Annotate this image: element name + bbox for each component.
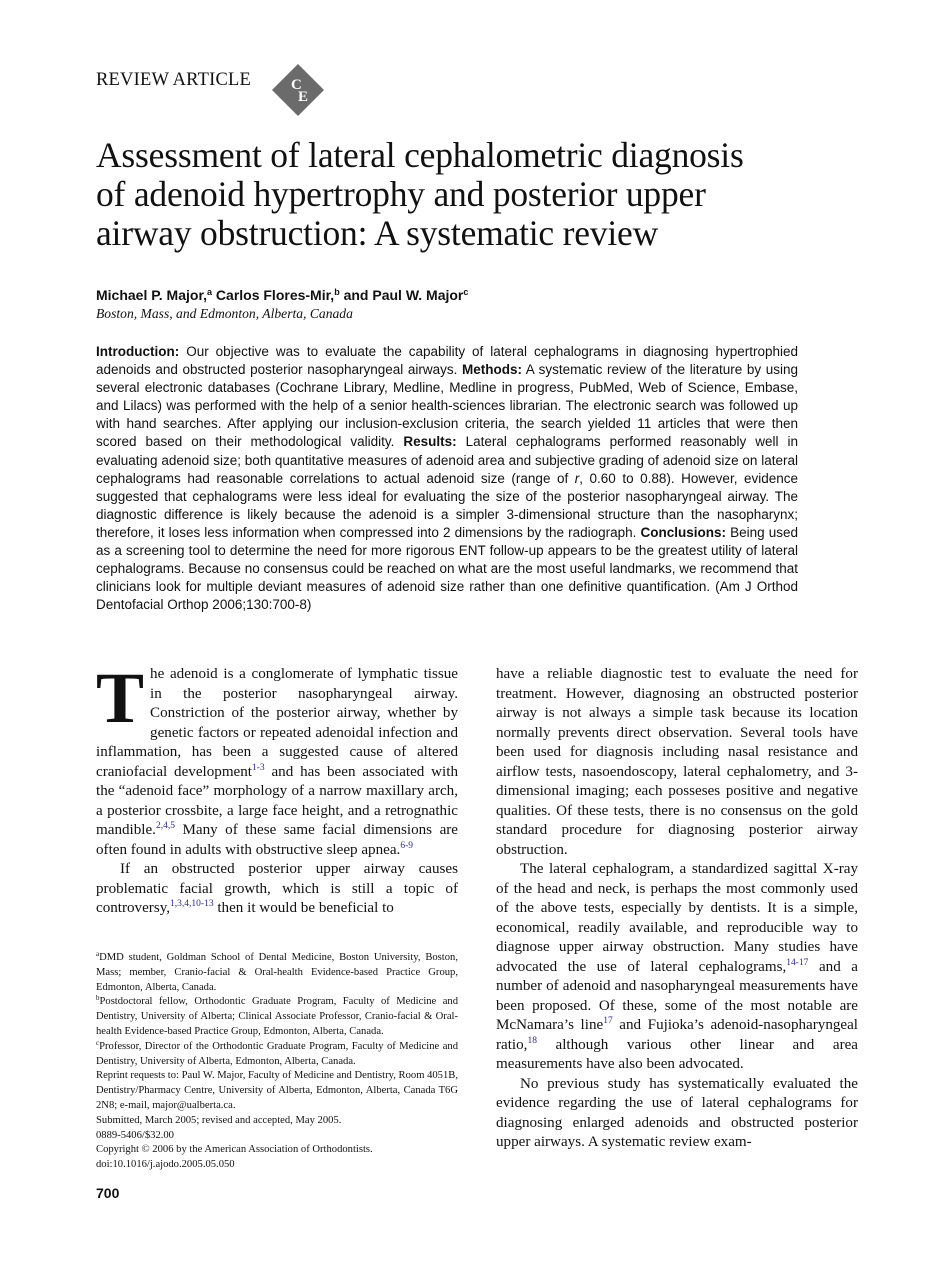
footnote-reprint-requests: Reprint requests to: Paul W. Major, Faculty of Medicine and Dentistry, Room 4051B, Dentistry/Pharmacy Centre, University of Alberta, Edmonton, Alberta, Canada T6G 2N8; e-mail, major@ualberta.ca. (96, 1070, 458, 1111)
body-paragraph: No previous study has systematically evaluated the evidence regarding the use of lateral cephalograms for diagnosing enlarged adenoids and obstructed posterior upper airways. A systematic review exam- (496, 1075, 858, 1150)
abstract-results-label: Results: (403, 434, 457, 450)
author-name: Carlos Flores-Mir, (215, 287, 335, 303)
citation-link[interactable]: 18 (527, 1035, 537, 1046)
abstract-results-r: r (574, 470, 580, 486)
abstract-conclusions: Being used as a screening tool to determine the need for more rigorous ENT follow-up appears to be the greatest utility of lateral cephalograms. Because no consensus could be reached on what are the most useful landmarks, we recommend that clinicians look for multiple deviant measures of adenoid size rather than one definitive quantification. (Am J Orthod Dentofacial Orthop 2006;130:700-8) (96, 524, 798, 613)
body-column-left (96, 658, 458, 919)
badge-letter-c: C (291, 77, 302, 93)
abstract (96, 343, 798, 614)
title-line-3: airway obstruction: A systematic review (96, 213, 659, 253)
abstract-results-continued: , 0.60 to 0.88). However, evidence suggested that cephalograms were less ideal for evaluating the size of the posterior nasopharyngeal airway. The diagnostic difference is likely because the adenoid is a simpler 3-dimensional structure than the nasopharynx; therefore, it loses less information when compressed into 2 dimensions by the radiograph. (96, 470, 799, 540)
drop-cap: T (96, 658, 145, 738)
citation-link[interactable]: 14-17 (786, 957, 809, 968)
footnote-doi[interactable]: doi:10.1016/j.ajodo.2005.05.050 (96, 1159, 235, 1171)
abstract-introduction-label: Introduction: (96, 344, 180, 359)
abstract-conclusions-label: Conclusions: (640, 524, 727, 540)
authors-joiner: and (343, 287, 369, 303)
author-affiliation-mark: c (463, 287, 469, 297)
paragraph-text: and a number of adenoid and nasopharyngeal measurements have been proposed. Of these, some of the most notable are McNamara’s line (496, 958, 858, 1033)
footnote-affiliation-b: $^b$Postdoctoral fellow, Orthodontic Graduate Program, Faculty of Medicine and Dentistry, University of Alberta; Clinical Associate Professor, Cranio-facial & Oral-health Evidence-based Practice Group, Edmonton, Alberta, Canada. (96, 994, 458, 1037)
citation-link[interactable]: 2,4,5 (155, 821, 175, 831)
paragraph-text: If an obstructed posterior upper airway causes problematic facial growth, which is still a topic of controversy, (96, 861, 458, 916)
author-name: Michael P. Major, (96, 287, 208, 303)
author-location: Boston, Mass, and Edmonton, Alberta, Canada (96, 306, 353, 321)
abstract-methods: A systematic review of the literature by using several electronic databases (Cochrane Library, Medline, Medline in progress, PubMed, Web of Science, Embase, and Lilacs) was performed with the help of a senior health-sciences librarian. The electronic search was followed up with hand searches. After applying our inclusion-exclusion criteria, the search yielded 11 articles that were then scored based on their methodological validity. (96, 362, 798, 450)
footnotes (96, 951, 458, 1173)
paragraph-text: then it would be beneficial to (213, 900, 394, 916)
footnote-affiliation-a: $^a$DMD student, Goldman School of Dental Medicine, Boston University, Boston, Mass; member, Cranio-facial & Oral-health Evidence-based Practice Group, Edmonton, Alberta, Canada. (96, 950, 458, 993)
badge-letter-e: E (298, 89, 309, 105)
body-column-right (496, 665, 858, 1153)
paragraph-text: although various other linear and area measurements have also been advocated. (496, 1036, 858, 1072)
footnote-copyright: Copyright © 2006 by the American Association of Orthodontists. (96, 1144, 373, 1156)
footnote-affiliation-c: $^c$Professor, Director of the Orthodontic Graduate Program, Faculty of Medicine and Dentistry, University of Alberta, Edmonton, Alberta, Canada. (96, 1038, 458, 1067)
author-affiliation-mark: a (207, 287, 213, 297)
citation-link[interactable]: 6-9 (400, 840, 413, 851)
section-label: REVIEW ARTICLE (96, 70, 251, 90)
article-title (96, 136, 876, 253)
paragraph-text: The lateral cephalogram, a standardized sagittal X-ray of the head and neck, is perhaps the most commonly used of the above tests, especially by dentists. It is a simple, economical, readily available, and reproducible way to diagnose upper airway obstruction. Many studies have advocated the use of lateral cephalograms, (496, 861, 858, 975)
body-paragraph (496, 860, 858, 1075)
body-paragraph (96, 860, 458, 919)
footnote-submitted: Submitted, March 2005; revised and accepted, May 2005. (96, 1114, 342, 1126)
page-number: 700 (96, 1185, 120, 1201)
ce-continuing-education-diamond-icon (272, 64, 324, 116)
citation-link[interactable]: 1,3,4,10-13 (170, 899, 214, 909)
author-affiliation-mark: b (334, 287, 340, 297)
author-name: Paul W. Major (372, 287, 464, 303)
citation-link[interactable]: 1-3 (252, 762, 265, 773)
abstract-results: Lateral cephalograms performed reasonably well in evaluating adenoid size; both quantitative measures of adenoid area and subjective grading of adenoid size on lateral cephalograms had reasonable correlations to actual adenoid size (range of (96, 434, 798, 486)
paragraph-text: he adenoid is a conglomerate of lymphatic tissue in the posterior nasopharyngeal airway. Constriction of the posterior airway, whether by genetic factors or repeated adenoidal infection and inflammation, has been a suggested cause of altered craniofacial development (96, 666, 458, 780)
body-paragraph (96, 658, 458, 860)
citation-link[interactable]: 17 (603, 1016, 613, 1026)
paragraph-text: and Fujioka’s adenoid-nasopharyngeal ratio, (496, 1017, 858, 1053)
body-paragraph: have a reliable diagnostic test to evaluate the need for treatment. However, diagnosing an obstructed posterior airway is not always a simple task because its location normally prevents direct observation. Several tools have been used for diagnosis including nasal resistance and airflow tests, nasoendoscopy, lateral cephalometry, and 3-dimensional imaging; each posseses positive and negative qualities. Of these tests, there is no consensus on the gold standard procedure for diagnosing posterior airway obstruction. (496, 666, 858, 858)
title-line-1: Assessment of lateral cephalometric diagnosis (96, 135, 744, 175)
footnote-code: 0889-5406/$32.00 (96, 1129, 174, 1141)
abstract-introduction: Our objective was to evaluate the capability of lateral cephalograms in diagnosing hypertrophied adenoids and obstructed posterior nasopharyngeal airways. (96, 344, 798, 378)
title-line-2: of adenoid hypertrophy and posterior upper (96, 174, 706, 214)
abstract-methods-label: Methods: (461, 362, 522, 378)
author-list (96, 287, 468, 303)
paragraph-text: and has been associated with the “adenoid face” morphology of a narrow maxillary arch, a posterior crossbite, a large face height, and a retrognathic mandible. (96, 763, 458, 838)
paragraph-text: Many of these same facial dimensions are often found in adults with obstructive sleep apnea. (96, 822, 458, 858)
